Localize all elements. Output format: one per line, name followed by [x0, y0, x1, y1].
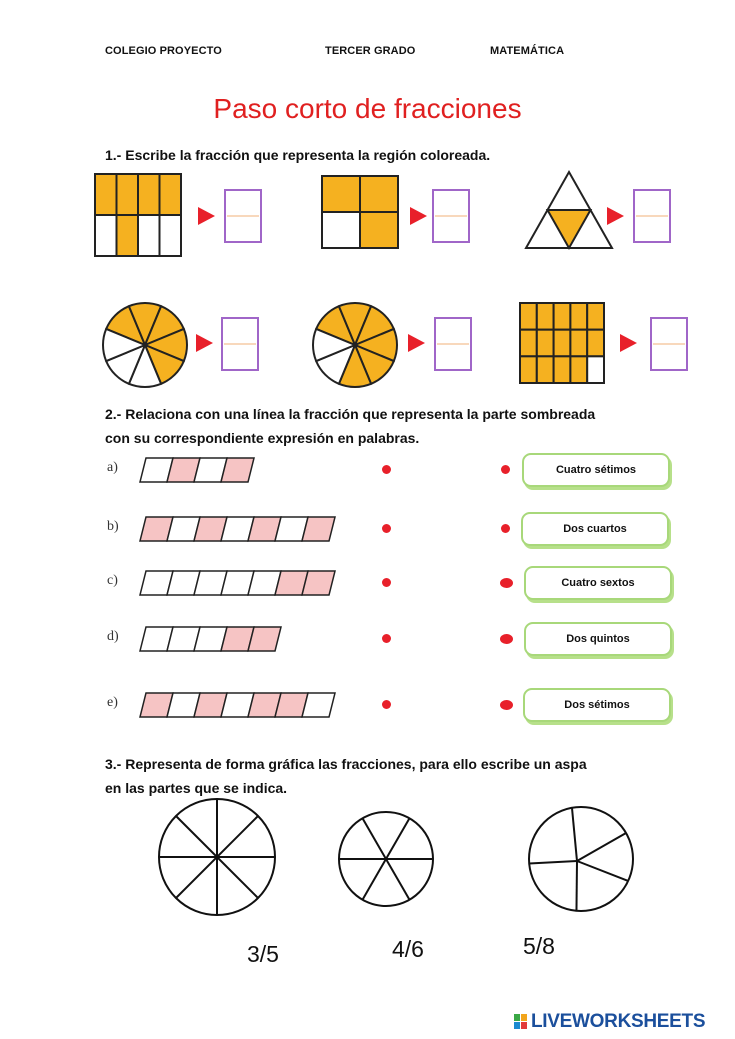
bar-segment — [302, 571, 335, 595]
connect-dot-left[interactable] — [382, 578, 391, 587]
question-1-text: 1.- Escribe la fracción que representa la región coloreada. — [105, 147, 491, 163]
fraction-label-1: 3/5 — [247, 941, 279, 967]
connect-dot-left[interactable] — [382, 524, 391, 533]
grid-cell — [520, 330, 537, 357]
question-2-line-1: 2.- Relaciona con una línea la fracción que representa la parte sombreada — [105, 406, 596, 422]
bar-segment — [302, 693, 335, 717]
grid-cell — [360, 212, 398, 248]
grid-cell — [117, 215, 139, 256]
answer-option[interactable]: Cuatro sextos — [524, 566, 672, 600]
subject-label: MATEMÁTICA — [490, 45, 565, 57]
fraction-bar — [138, 456, 266, 484]
answer-option[interactable]: Dos sétimos — [523, 688, 671, 722]
fraction-label-3: 5/8 — [523, 933, 555, 959]
connect-dot-right[interactable] — [500, 578, 513, 588]
grid-cell — [554, 330, 571, 357]
grid-cell — [587, 303, 604, 330]
logo-icon — [514, 1014, 528, 1030]
row-label: c) — [107, 573, 118, 588]
grid-cell — [160, 174, 182, 215]
arrow-icon — [607, 207, 624, 225]
grid-cell — [537, 330, 554, 357]
bar-segment — [302, 517, 335, 541]
arrow-icon — [196, 334, 213, 352]
fraction-bar — [138, 569, 347, 597]
connect-dot-left[interactable] — [382, 465, 391, 474]
grid-cell — [537, 303, 554, 330]
grid-cell — [322, 212, 360, 248]
fraction-bar — [138, 691, 347, 719]
arrow-icon — [198, 207, 215, 225]
bar-segment — [221, 458, 254, 482]
grid-cell — [554, 303, 571, 330]
grid-cell — [570, 330, 587, 357]
grid-cell — [570, 303, 587, 330]
page-title: Paso corto de fracciones — [213, 93, 522, 124]
grid-cell — [95, 174, 117, 215]
fraction-bar — [138, 515, 347, 543]
grid-cell — [520, 356, 537, 383]
bar-segment — [248, 627, 281, 651]
answer-option[interactable]: Cuatro sétimos — [522, 453, 670, 487]
grid-cell — [587, 356, 604, 383]
logo-text: LIVEWORKSHEETS — [531, 1011, 706, 1032]
answer-option[interactable]: Dos cuartos — [521, 512, 669, 546]
connect-dot-left[interactable] — [382, 634, 391, 643]
grid-cell — [554, 356, 571, 383]
grid-cell — [138, 215, 160, 256]
arrow-icon — [620, 334, 637, 352]
circle-divider — [576, 861, 577, 911]
connect-dot-right[interactable] — [500, 700, 513, 710]
fraction-bar — [138, 625, 293, 653]
connect-dot-right[interactable] — [500, 634, 513, 644]
question-3-line-2: en las partes que se indica. — [105, 780, 288, 796]
arrow-icon — [408, 334, 425, 352]
question-3-line-1: 3.- Representa de forma gráfica las fracciones, para ello escribe un aspa — [105, 756, 587, 772]
grade-label: TERCER GRADO — [325, 45, 416, 57]
grid-cell — [570, 356, 587, 383]
grid-cell — [322, 176, 360, 212]
grid-cell — [520, 303, 537, 330]
grid-cell — [360, 176, 398, 212]
connect-dot-right[interactable] — [501, 465, 510, 474]
connect-dot-right[interactable] — [501, 524, 510, 533]
fraction-label-2: 4/6 — [392, 936, 424, 962]
school-name: COLEGIO PROYECTO — [105, 45, 222, 57]
grid-cell — [537, 356, 554, 383]
grid-cell — [138, 174, 160, 215]
question-2-line-2: con su correspondiente expresión en palabras. — [105, 430, 420, 446]
arrow-icon — [410, 207, 427, 225]
grid-cell — [587, 330, 604, 357]
grid-cell — [160, 215, 182, 256]
answer-option[interactable]: Dos quintos — [524, 622, 672, 656]
row-label: e) — [107, 695, 118, 710]
connect-dot-left[interactable] — [382, 700, 391, 709]
row-label: d) — [107, 629, 119, 644]
grid-cell — [117, 174, 139, 215]
row-label: a) — [107, 460, 118, 475]
liveworksheets-logo — [514, 1011, 705, 1033]
row-label: b) — [107, 519, 119, 534]
grid-cell — [95, 215, 117, 256]
